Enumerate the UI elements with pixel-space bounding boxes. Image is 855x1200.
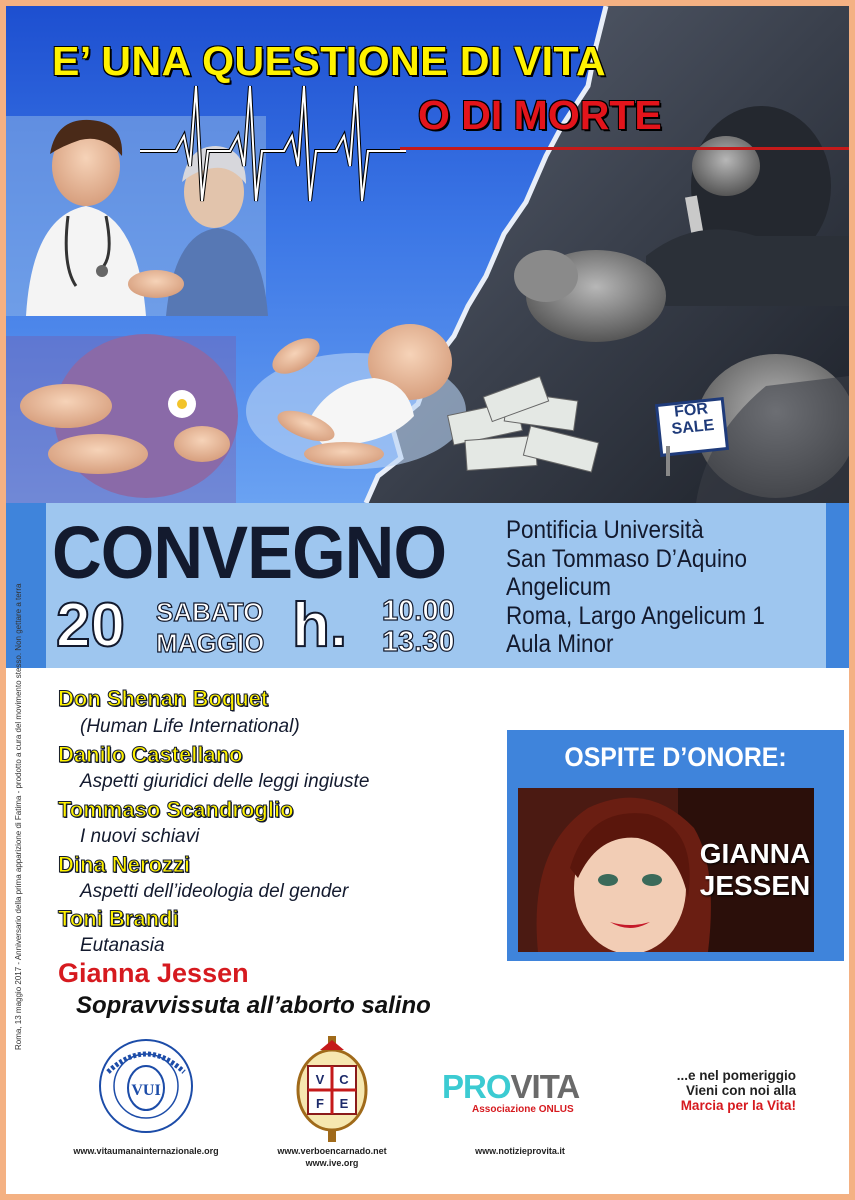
- speaker-name: Danilo Castellano: [58, 742, 243, 767]
- vui-url[interactable]: www.vitaumanainternazionale.org: [73, 1146, 219, 1156]
- event-weekday: SABATO: [156, 597, 264, 627]
- poster-title: E’ UNA QUESTIONE DI VITA: [52, 38, 607, 84]
- provita-subtitle: Associazione ONLUS: [472, 1104, 574, 1115]
- provita-url[interactable]: www.notizieprovita.it: [475, 1146, 565, 1156]
- event-type: CONVEGNO: [52, 511, 447, 594]
- speaker-topic: Eutanasia: [80, 935, 165, 956]
- afternoon-line: Vieni con noi alla: [685, 1083, 796, 1098]
- verbo-letter: F: [316, 1096, 324, 1111]
- speaker-topic: Aspetti dell’ideologia del gender: [80, 881, 349, 902]
- verbo-letter: V: [315, 1072, 325, 1087]
- afternoon-line: ...e nel pomeriggio: [676, 1068, 796, 1083]
- event-hour-prefix: h.: [292, 591, 348, 660]
- speaker-name: Toni Brandi: [58, 906, 179, 931]
- poster-subtitle: O DI MORTE: [418, 92, 662, 138]
- venue-line: Roma, Largo Angelicum 1: [506, 601, 765, 630]
- guest-speaker-topic: Sopravvissuta all’aborto salino: [76, 992, 431, 1019]
- verbo-letter: C: [339, 1072, 349, 1087]
- verbo-url[interactable]: www.verboencarnado.net: [277, 1146, 387, 1156]
- event-month: MAGGIO: [156, 628, 265, 658]
- event-day-number: 20: [56, 591, 125, 660]
- afternoon-note: [636, 1068, 796, 1113]
- event-time-end: 13.30: [382, 626, 455, 658]
- venue-line: Pontificia Università: [506, 516, 704, 544]
- venue-line: San Tommaso D’Aquino: [506, 544, 747, 573]
- speaker-name: Tommaso Scandroglio: [58, 797, 294, 822]
- vui-logo[interactable]: [96, 1036, 196, 1136]
- for-sale-sign: FOR SALE: [670, 400, 715, 439]
- guest-first-name: GIANNA: [699, 838, 811, 869]
- vui-initials: VUI: [131, 1082, 161, 1099]
- ive-url[interactable]: www.ive.org: [305, 1158, 359, 1168]
- speaker-name: Don Shenan Boquet: [58, 686, 269, 711]
- speaker-name: Dina Nerozzi: [58, 852, 191, 877]
- guest-speaker-name: Gianna Jessen: [58, 958, 249, 988]
- title-underline: [400, 147, 849, 150]
- provita-logo[interactable]: [442, 1068, 579, 1106]
- venue-line: Aula Minor: [506, 630, 614, 658]
- speaker-topic: (Human Life International): [80, 716, 300, 737]
- pregnant-belly-photo: [6, 334, 238, 503]
- event-venue: [506, 516, 836, 659]
- baby-photo: [246, 324, 466, 469]
- march-for-life-link[interactable]: Marcia per la Vita!: [680, 1098, 796, 1113]
- side-note: Roma, 13 maggio 2017 - Anniversario della prima apparizione di Fatima - prodotto a cura del movimento stesso. Non gettare a terra: [14, 583, 23, 1050]
- guest-of-honor-label: OSPITE D’ONORE:: [564, 742, 787, 772]
- guest-last-name: JESSEN: [699, 870, 811, 901]
- event-time-start: 10.00: [382, 595, 455, 627]
- venue-line: Angelicum: [506, 573, 612, 601]
- speaker-topic: I nuovi schiavi: [80, 826, 200, 847]
- speaker-topic: Aspetti giuridici delle leggi ingiuste: [80, 771, 370, 792]
- provita-vita: VITA: [510, 1068, 580, 1105]
- heartbeat-line: [140, 76, 406, 216]
- provita-pro: PRO: [442, 1068, 511, 1105]
- verbo-letter: E: [339, 1096, 349, 1111]
- verbo-incarnato-logo[interactable]: [292, 1036, 372, 1142]
- guest-portrait-name: [696, 838, 814, 902]
